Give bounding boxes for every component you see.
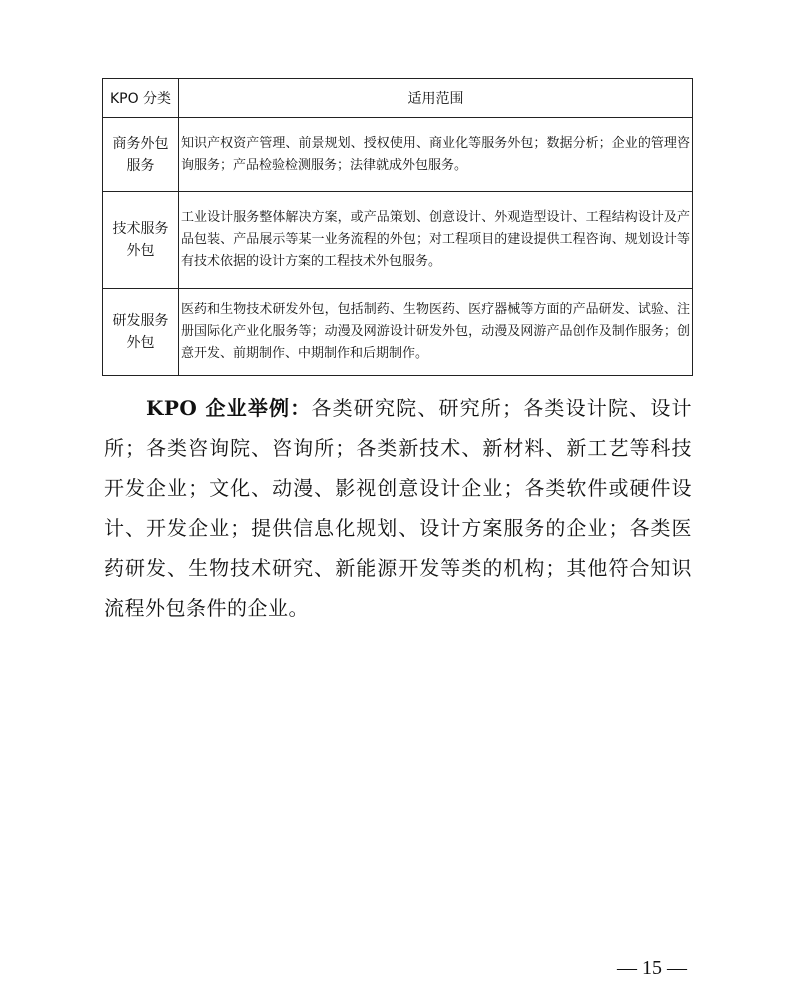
table-row [103,192,693,289]
header-scope: 适用范围 [179,79,693,118]
header-category: KPO 分类 [103,79,179,118]
table-row [103,118,693,192]
row-category: 商务外包服务 [112,135,169,174]
row-scope: 知识产权资产管理、前景规划、授权使用、商业化等服务外包；数据分析；企业的管理咨询服务；产品检验检测服务；法律就成外包服务。 [179,118,693,192]
table-header-row [103,79,693,118]
kpo-examples-paragraph [104,388,692,628]
row-category: 研发服务外包 [112,313,169,351]
row-scope: 工业设计服务整体解决方案，或产品策划、创意设计、外观造型设计、工程结构设计及产品包装、产品展示等某一业务流程的外包；对工程项目的建设提供工程咨询、规划设计等有技术依据的设计方案的工程技术外包服务。 [179,192,693,289]
row-category: 技术服务外包 [112,221,169,259]
page-number: — 15 — [617,957,687,979]
kpo-classification-table [102,78,693,376]
row-scope: 医药和生物技术研发外包，包括制药、生物医药、医疗器械等方面的产品研发、试验、注册国际化产业化服务等；动漫及网游设计研发外包，动漫及网游产品创作及制作服务；创意开发、前期制作、中期制作和后期制作。 [179,289,693,376]
table-row [103,289,693,376]
paragraph-body: 各类研究院、研究所；各类设计院、设计所；各类咨询院、咨询所；各类新技术、新材料、新工艺等科技开发企业；文化、动漫、影视创意设计企业；各类软件或硬件设计、开发企业；提供信息化规划、设计方案服务的企业；各类医药研发、生物技术研究、新能源开发等类的机构；其他符合知识流程外包条件的企业。 [104,396,693,620]
paragraph-lead: KPO 企业举例： [146,396,312,420]
